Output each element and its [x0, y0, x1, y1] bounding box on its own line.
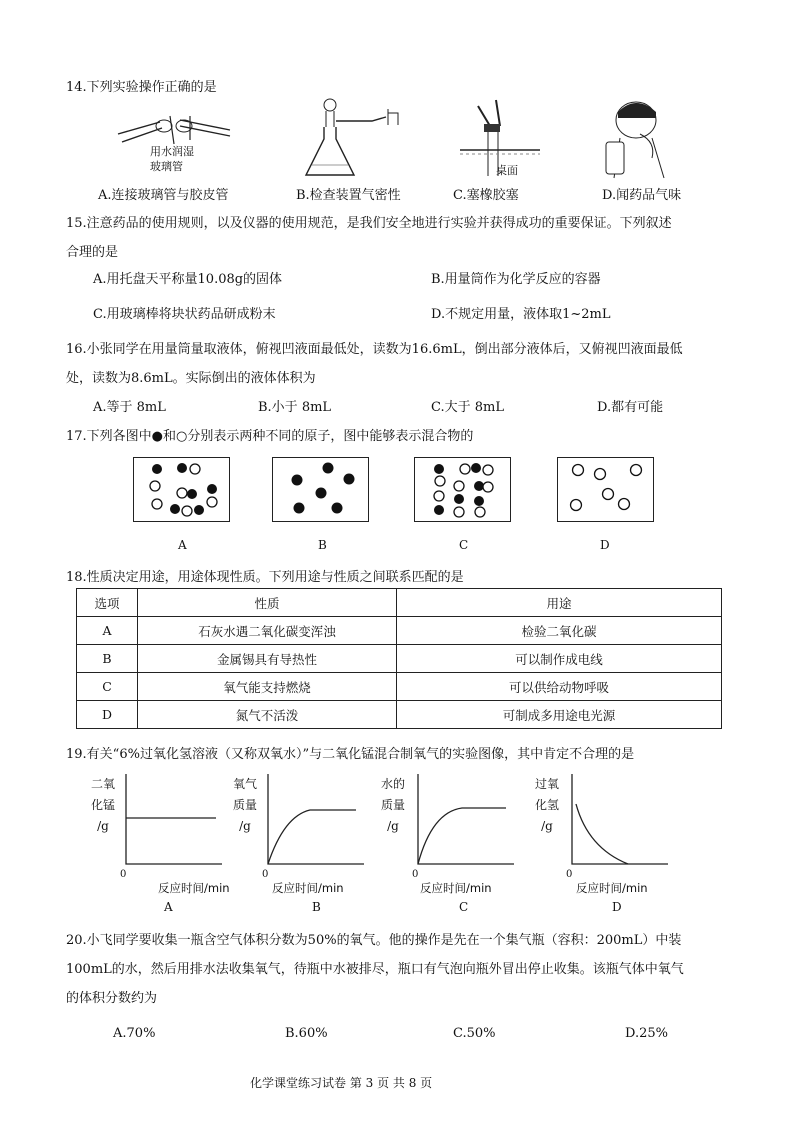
q17-box-b[interactable]: [272, 457, 369, 522]
q17-box-d[interactable]: [557, 457, 654, 522]
table-header-cell: 用途: [397, 589, 722, 617]
q17-label-b: B: [318, 538, 327, 552]
q19-graph-d-letter: D: [612, 900, 622, 914]
question-19-stem: 19.有关“6%过氧化氢溶液（又称双氧水）”与二氧化锰混合制氧气的实验图像，其中肯定不合理的是: [66, 747, 635, 762]
q14-figure-label-tube: 玻璃管: [150, 160, 183, 173]
q17-label-a: A: [178, 538, 187, 552]
table-cell: B: [77, 645, 138, 673]
q16-option-c[interactable]: C.大于 8mL: [431, 400, 504, 415]
question-20-stem-line1: 20.小飞同学要收集一瓶含空气体积分数为50%的氧气。他的操作是先在一个集气瓶（容积：200mL）中装: [66, 933, 682, 948]
q19-graph-b: [258, 772, 368, 872]
table-header-row: [77, 589, 722, 617]
q19-graph-a-origin: 0: [120, 869, 127, 880]
q20-option-c[interactable]: C.50%: [453, 1026, 496, 1041]
q19-graph-a-letter: A: [164, 900, 173, 914]
q20-option-a[interactable]: A.70%: [113, 1026, 156, 1041]
table-header-cell: 选项: [77, 589, 138, 617]
q14-figure-b-flask: [290, 95, 410, 180]
table-cell: 可以供给动物呼吸: [397, 673, 722, 701]
q19-graph-d-ylabel: 过氧 化氢 /g: [534, 777, 559, 833]
q19-graph-a: [116, 772, 226, 872]
q20-option-b[interactable]: B.60%: [285, 1026, 328, 1041]
table-row[interactable]: [77, 701, 722, 729]
q17-label-d: D: [600, 538, 610, 552]
q16-option-b[interactable]: B.小于 8mL: [258, 400, 332, 415]
q19-graph-c-xlabel: 反应时间/min: [420, 881, 492, 895]
question-20-stem-line2: 100mL的水，然后用排水法收集氧气，待瓶中水被排尽，瓶口有气泡向瓶外冒出停止收集。该瓶气体中氧气: [66, 962, 684, 977]
table-cell: 氮气不活泼: [138, 701, 397, 729]
question-15-stem-line1: 15.注意药品的使用规则，以及仪器的使用规范，是我们安全地进行实验并获得成功的重要保证。下列叙述: [66, 216, 672, 231]
q19-graph-d: [562, 772, 672, 872]
q15-option-c[interactable]: C.用玻璃棒将块状药品研成粉末: [93, 307, 276, 322]
q15-option-b[interactable]: B.用量筒作为化学反应的容器: [431, 272, 601, 287]
q19-graph-c-ylabel: 水的 质量 /g: [380, 777, 405, 833]
table-row[interactable]: [77, 673, 722, 701]
q17-box-a[interactable]: [133, 457, 230, 522]
q14-option-d[interactable]: D.闻药品气味: [602, 188, 682, 203]
table-row[interactable]: [77, 617, 722, 645]
question-18-stem: 18.性质决定用途，用途体现性质。下列用途与性质之间联系匹配的是: [66, 570, 464, 585]
q19-graph-d-origin: 0: [566, 869, 573, 880]
table-cell: D: [77, 701, 138, 729]
q14-figure-label-wet: 用水润湿: [150, 145, 194, 158]
q14-figure-label-table: 桌面: [496, 164, 518, 177]
page-footer: 化学课堂练习试卷 第 3 页 共 8 页: [250, 1076, 433, 1090]
q14-option-c[interactable]: C.塞橡胶塞: [453, 188, 519, 203]
question-17-stem: 17.下列各图中●和○分别表示两种不同的原子，图中能够表示混合物的: [66, 429, 474, 444]
q16-option-d[interactable]: D.都有可能: [597, 400, 664, 415]
question-16-stem-line1: 16.小张同学在用量筒量取液体，俯视凹液面最低处，读数为16.6mL，倒出部分液体后，又俯视凹液面最低: [66, 342, 683, 357]
table-cell: 石灰水遇二氧化碳变浑浊: [138, 617, 397, 645]
q14-option-a[interactable]: A.连接玻璃管与胶皮管: [98, 188, 229, 203]
question-15-stem-line2: 合理的是: [66, 245, 119, 260]
q14-figure-d-smell: [600, 98, 680, 180]
question-14-stem: 14.下列实验操作正确的是: [66, 80, 217, 95]
q18-table: [76, 588, 722, 729]
table-header-cell: 性质: [138, 589, 397, 617]
table-cell: 可制成多用途电光源: [397, 701, 722, 729]
q15-option-a[interactable]: A.用托盘天平称量10.08g的固体: [93, 272, 283, 287]
table-cell: 可以制作成电线: [397, 645, 722, 673]
q19-graph-b-xlabel: 反应时间/min: [272, 881, 344, 895]
q19-graph-c-origin: 0: [412, 869, 419, 880]
q17-box-c[interactable]: [414, 457, 511, 522]
q19-graph-b-origin: 0: [262, 869, 269, 880]
q19-graph-c: [408, 772, 518, 872]
table-cell: 氧气能支持燃烧: [138, 673, 397, 701]
table-cell: 金属锡具有导热性: [138, 645, 397, 673]
q19-graph-a-ylabel: 二氧 化锰 /g: [90, 777, 115, 833]
q19-graph-b-letter: B: [312, 900, 321, 914]
q20-option-d[interactable]: D.25%: [625, 1026, 668, 1041]
q19-graph-d-xlabel: 反应时间/min: [576, 881, 648, 895]
q19-graph-b-ylabel: 氧气 质量 /g: [232, 777, 257, 833]
q16-option-a[interactable]: A.等于 8mL: [93, 400, 166, 415]
table-row[interactable]: [77, 645, 722, 673]
table-cell: 检验二氧化碳: [397, 617, 722, 645]
q14-option-b[interactable]: B.检查装置气密性: [296, 188, 401, 203]
question-20-stem-line3: 的体积分数约为: [66, 991, 158, 1006]
q15-option-d[interactable]: D.不规定用量，液体取1~2mL: [431, 307, 611, 322]
q19-graph-c-letter: C: [459, 900, 469, 914]
table-cell: A: [77, 617, 138, 645]
q19-graph-a-xlabel: 反应时间/min: [158, 881, 230, 895]
table-cell: C: [77, 673, 138, 701]
q17-label-c: C: [459, 538, 469, 552]
question-16-stem-line2: 处，读数为8.6mL。实际倒出的液体体积为: [66, 371, 316, 386]
